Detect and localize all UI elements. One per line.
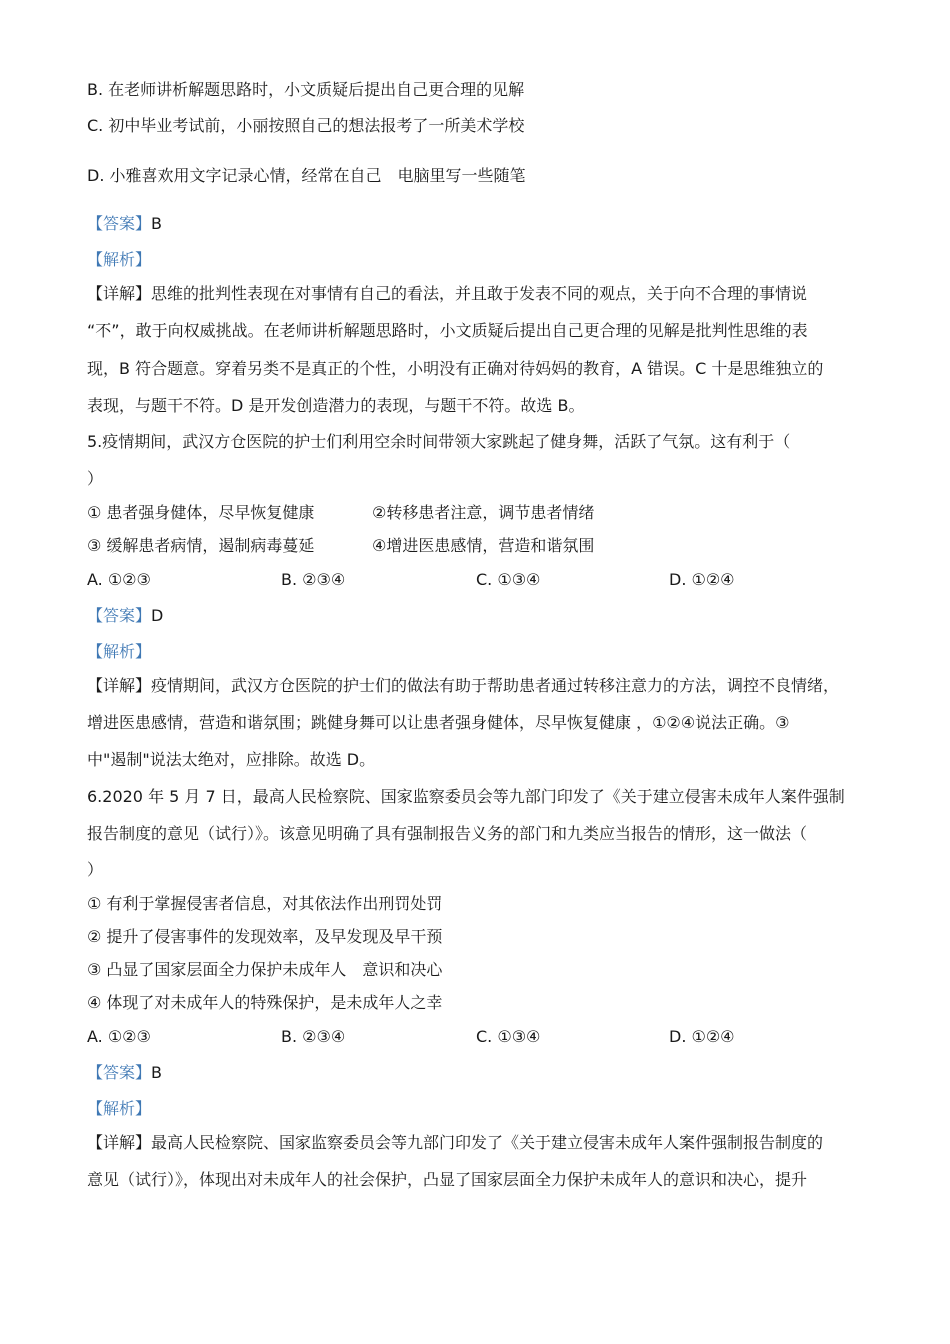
detail-label: 【详解】 [87,284,152,303]
analysis-label: 【解析】 [87,1099,152,1118]
question-stem: 报告制度的意见（试行）》。该意见明确了具有强制报告义务的部门和九类应当报告的情形，这一做法（ [87,824,808,843]
statement-item: ④ 体现了对未成年人的特殊保护，是未成年人之幸 [87,993,443,1012]
statement-item: ① 有利于掌握侵害者信息，对其依法作出刑罚处罚 [87,894,443,913]
option-b: B. 在老师讲析解题思路时，小文质疑后提出自己更合理的见解 [87,80,525,99]
statement-item: ④增进医患感情，营造和谐氛围 [372,536,595,555]
question-stem: 5.疫情期间，武汉方仓医院的护士们利用空余时间带领大家跳起了健身舞，活跃了气氛。这有利于（ [87,432,791,451]
answer-value: B [151,1063,162,1082]
detail-text: 意见（试行）》，体现出对未成年人的社会保护，凸显了国家层面全力保护未成年人的意识和决心，提升 [87,1170,808,1189]
analysis-line [87,1099,151,1119]
detail-text: 最高人民检察院、国家监察委员会等九部门印发了《关于建立侵害未成年人案件强制报告制度的 [151,1133,824,1152]
choice-d: D. ①②④ [669,1027,735,1046]
choice-d: D. ①②④ [669,570,735,589]
statement-item: ① 患者强身健体，尽早恢复健康 [87,503,315,522]
choice-c: C. ①③④ [476,1027,541,1046]
detail-line [87,676,839,696]
choice-b: B. ②③④ [281,1027,346,1046]
analysis-label: 【解析】 [87,642,152,661]
question-stem: ） [87,860,104,879]
statement-item: ③ 缓解患者病情，遏制病毒蔓延 [87,536,315,555]
option-c: C. 初中毕业考试前，小丽按照自己的想法报考了一所美术学校 [87,116,525,135]
choice-a: A. ①②③ [87,570,151,589]
detail-text: 思维的批判性表现在对事情有自己的看法，并且敢于发表不同的观点，关于向不合理的事情说 [151,284,808,303]
statement-item: ③ 凸显了国家层面全力保护未成年人 意识和决心 [87,960,443,979]
detail-text: “不”，敢于向权威挑战。在老师讲析解题思路时，小文质疑后提出自己更合理的见解是批判性思维的表 [87,321,808,340]
answer-label: 【答案】 [87,214,152,233]
answer-value: B [151,214,162,233]
analysis-line [87,250,151,270]
detail-line [87,1133,823,1153]
detail-line [87,284,807,304]
detail-text: 增进医患感情，营造和谐氛围；跳健身舞可以让患者强身健体，尽早恢复健康 ，①②④说法正确。③ [87,713,790,732]
statement-item: ② 提升了侵害事件的发现效率，及早发现及早干预 [87,927,443,946]
detail-text: 现，B 符合题意。穿着另类不是真正的个性，小明没有正确对待妈妈的教育，A 错误。C 十是思维独立的 [87,359,824,378]
analysis-label: 【解析】 [87,250,152,269]
question-stem: 6.2020 年 5 月 7 日，最高人民检察院、国家监察委员会等九部门印发了《关于建立侵害未成年人案件强制 [87,787,845,806]
choice-a: A. ①②③ [87,1027,151,1046]
option-d: D. 小雅喜欢用文字记录心情，经常在自己 电脑里写一些随笔 [87,166,526,185]
answer-label: 【答案】 [87,1063,152,1082]
answer-line [87,606,163,626]
answer-value: D [151,606,164,625]
detail-label: 【详解】 [87,1133,152,1152]
answer-line [87,214,162,234]
choice-b: B. ②③④ [281,570,346,589]
detail-text: 中"遏制"说法太绝对，应排除。故选 D。 [87,750,376,769]
analysis-line [87,642,151,662]
detail-text: 疫情期间，武汉方仓医院的护士们的做法有助于帮助患者通过转移注意力的方法，调控不良情绪， [151,676,840,695]
choice-c: C. ①③④ [476,570,541,589]
statement-item: ②转移患者注意，调节患者情绪 [372,503,595,522]
detail-label: 【详解】 [87,676,152,695]
question-stem: ） [87,469,104,488]
answer-label: 【答案】 [87,606,152,625]
detail-text: 表现，与题干不符。D 是开发创造潜力的表现，与题干不符。故选 B。 [87,396,585,415]
answer-line [87,1063,162,1083]
